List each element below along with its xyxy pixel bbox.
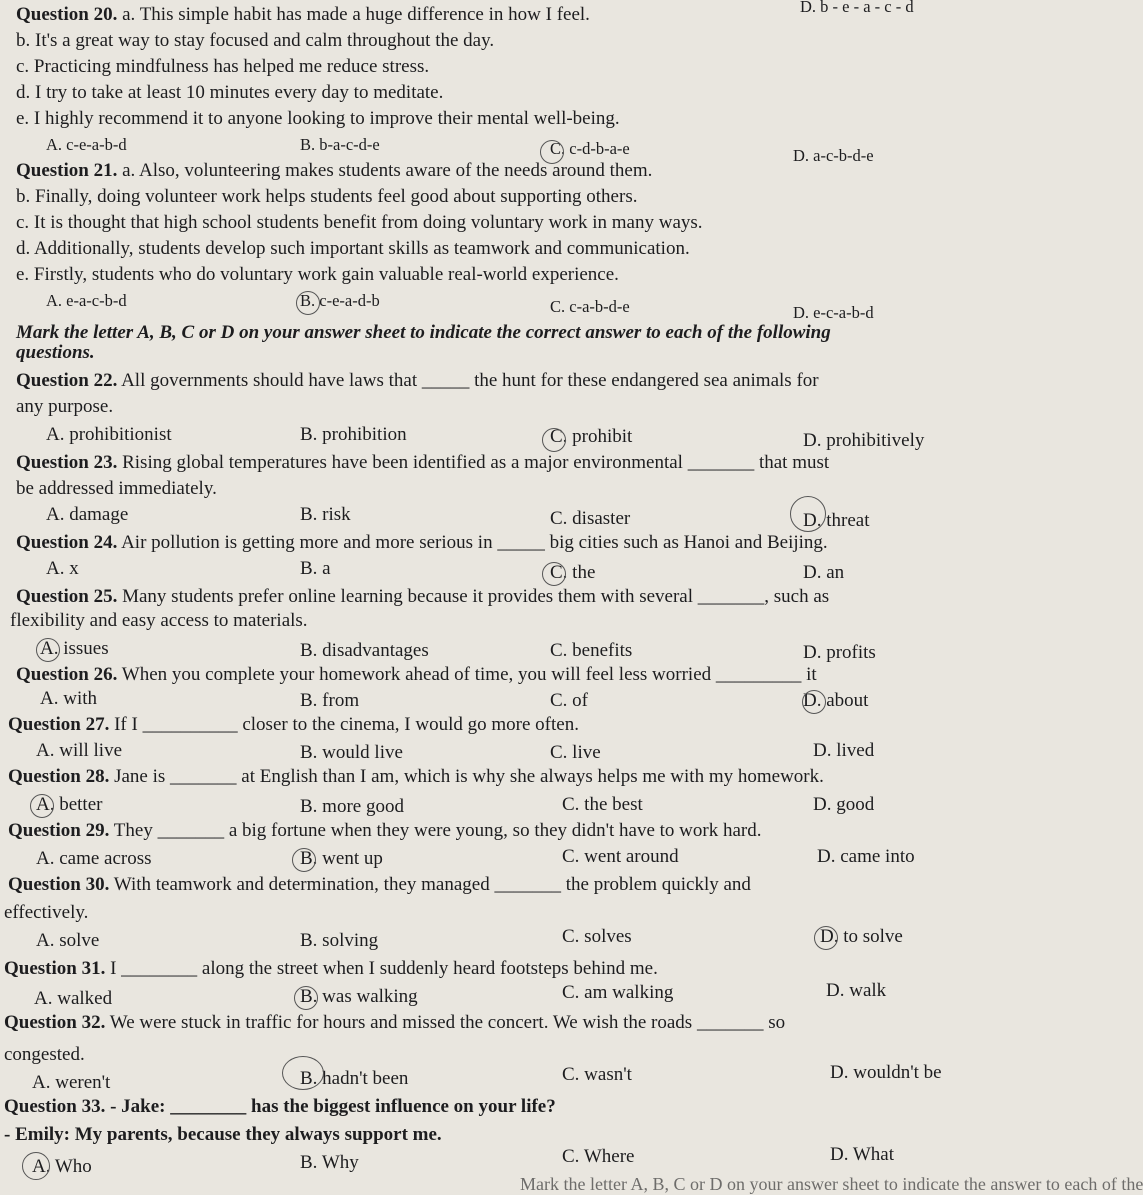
q27-option-c[interactable]: C. live xyxy=(550,742,601,763)
q23-option-c[interactable]: C. disaster xyxy=(550,508,631,529)
q24-option-a[interactable]: A. x xyxy=(46,558,79,579)
q20-sentence-c: c. Practicing mindfulness has helped me reduce stress. xyxy=(16,56,430,77)
q24-option-c[interactable]: C. the xyxy=(550,562,596,583)
q31-text: I ________ along the street when I suddenly heard footsteps behind me. xyxy=(110,958,658,979)
q21-sentence-d: d. Additionally, students develop such important skills as teamwork and communication. xyxy=(16,238,690,259)
q23-label: Question 23. xyxy=(16,452,118,473)
q31-option-c[interactable]: C. am walking xyxy=(562,982,674,1003)
q33-option-d[interactable]: D. What xyxy=(830,1144,895,1165)
q21-sentence-e: e. Firstly, students who do voluntary work gain valuable real-world experience. xyxy=(16,264,619,285)
q32-stem xyxy=(4,1012,785,1034)
q29-stem xyxy=(8,820,761,842)
q25-option-c[interactable]: C. benefits xyxy=(550,640,633,661)
q33-stem xyxy=(4,1096,556,1118)
q30-text-2: effectively. xyxy=(4,902,89,923)
q27-option-b[interactable]: B. would live xyxy=(300,742,403,763)
q23-option-b[interactable]: B. risk xyxy=(300,504,351,525)
instruction-line-2: questions. xyxy=(16,342,95,363)
q32-option-d[interactable]: D. wouldn't be xyxy=(830,1062,942,1083)
q26-option-b[interactable]: B. from xyxy=(300,690,360,711)
q23-option-d[interactable]: D. threat xyxy=(803,510,870,531)
q28-label: Question 28. xyxy=(8,766,110,787)
q32-text-2: congested. xyxy=(4,1044,85,1065)
q29-label: Question 29. xyxy=(8,820,110,841)
q22-text: All governments should have laws that _____ the hunt for these endangered sea animals for xyxy=(121,370,819,391)
q28-text: Jane is _______ at English than I am, which is why she always helps me with my homework. xyxy=(114,766,824,787)
q20-line-a xyxy=(16,4,590,26)
q22-text-2: any purpose. xyxy=(16,396,114,417)
q24-text: Air pollution is getting more and more serious in _____ big cities such as Hanoi and Beijing. xyxy=(121,532,828,553)
q25-option-a[interactable]: A. issues xyxy=(40,638,109,659)
q30-label: Question 30. xyxy=(8,874,110,895)
q27-option-a[interactable]: A. will live xyxy=(36,740,123,761)
q32-label: Question 32. xyxy=(4,1012,106,1033)
q26-option-a[interactable]: A. with xyxy=(40,688,97,709)
q24-option-d[interactable]: D. an xyxy=(803,562,845,583)
q33-option-c[interactable]: C. Where xyxy=(562,1146,635,1167)
q21-label: Question 21. xyxy=(16,160,118,181)
q29-option-a[interactable]: A. came across xyxy=(36,848,152,869)
q24-stem xyxy=(16,532,828,554)
q20-label: Question 20. xyxy=(16,4,118,25)
q29-text: They _______ a big fortune when they were young, so they didn't have to work hard. xyxy=(113,820,762,841)
q30-option-d[interactable]: D. to solve xyxy=(820,926,903,947)
q21-line-a xyxy=(16,160,652,182)
q22-label: Question 22. xyxy=(16,370,118,391)
q30-option-c[interactable]: C. solves xyxy=(562,926,632,947)
q27-option-d[interactable]: D. lived xyxy=(813,740,875,761)
q26-stem xyxy=(16,664,817,686)
q33-text: - Jake: ________ has the biggest influence on your life? xyxy=(110,1096,556,1117)
q21-option-d[interactable]: D. e-c-a-b-d xyxy=(793,303,874,322)
q20-option-c[interactable]: C. c-d-b-a-e xyxy=(550,139,630,158)
q27-label: Question 27. xyxy=(8,714,110,735)
q33-text-2: - Emily: My parents, because they always support me. xyxy=(4,1124,442,1145)
q25-label: Question 25. xyxy=(16,586,118,607)
q27-text: If I __________ closer to the cinema, I would go more often. xyxy=(114,714,579,735)
q21-sentence-c: c. It is thought that high school students benefit from doing voluntary work in many ways. xyxy=(16,212,703,233)
q31-label: Question 31. xyxy=(4,958,106,979)
q21-option-b[interactable]: B. c-e-a-d-b xyxy=(300,291,380,310)
q23-text-2: be addressed immediately. xyxy=(16,478,217,499)
q20-sentence-a: a. This simple habit has made a huge difference in how I feel. xyxy=(122,4,590,25)
q31-option-d[interactable]: D. walk xyxy=(826,980,887,1001)
q23-option-a[interactable]: A. damage xyxy=(46,504,129,525)
q21-option-a[interactable]: A. e-a-c-b-d xyxy=(46,291,127,310)
q28-option-b[interactable]: B. more good xyxy=(300,796,404,817)
q24-option-b[interactable]: B. a xyxy=(300,558,331,579)
q21-sentence-b: b. Finally, doing volunteer work helps students feel good about supporting others. xyxy=(16,186,638,207)
cut-off-instruction: Mark the letter A, B, C or D on your answer sheet to indicate the answer to each of the xyxy=(520,1174,1143,1194)
q22-option-d[interactable]: D. prohibitively xyxy=(803,430,925,451)
q20-sentence-e: e. I highly recommend it to anyone looking to improve their mental well-being. xyxy=(16,108,620,129)
q32-option-a[interactable]: A. weren't xyxy=(32,1072,111,1093)
q24-label: Question 24. xyxy=(16,532,118,553)
q25-text-2: flexibility and easy access to materials. xyxy=(10,610,308,631)
q26-text: When you complete your homework ahead of time, you will feel less worried _________ it xyxy=(121,664,817,685)
q29-option-c[interactable]: C. went around xyxy=(562,846,679,867)
q22-option-a[interactable]: A. prohibitionist xyxy=(46,424,172,445)
q23-stem xyxy=(16,452,829,474)
q28-stem xyxy=(8,766,824,788)
q21-sentence-a: a. Also, volunteering makes students aware of the needs around them. xyxy=(122,160,653,181)
q31-stem xyxy=(4,958,658,980)
q22-option-b[interactable]: B. prohibition xyxy=(300,424,407,445)
q33-option-a[interactable]: A. Who xyxy=(32,1156,92,1177)
q21-option-c[interactable]: C. c-a-b-d-e xyxy=(550,297,630,316)
q25-text: Many students prefer online learning because it provides them with several _______, such as xyxy=(122,586,830,607)
q20-option-d[interactable]: D. a-c-b-d-e xyxy=(793,146,874,165)
q30-text: With teamwork and determination, they managed _______ the problem quickly and xyxy=(113,874,751,895)
q20-option-b[interactable]: B. b-a-c-d-e xyxy=(300,135,380,154)
q20-sentence-b: b. It's a great way to stay focused and calm throughout the day. xyxy=(16,30,495,51)
q32-text: We were stuck in traffic for hours and missed the concert. We wish the roads _______ so xyxy=(109,1012,786,1033)
q22-option-c[interactable]: C. prohibit xyxy=(550,426,633,447)
q20-sentence-d: d. I try to take at least 10 minutes every day to meditate. xyxy=(16,82,444,103)
q27-stem xyxy=(8,714,579,736)
q26-option-c[interactable]: C. of xyxy=(550,690,588,711)
q33-option-b[interactable]: B. Why xyxy=(300,1152,359,1173)
q25-option-d[interactable]: D. profits xyxy=(803,642,876,663)
instruction-line-1: Mark the letter A, B, C or D on your answer sheet to indicate the correct answer to each of the following xyxy=(16,322,831,343)
q28-option-d[interactable]: D. good xyxy=(813,794,875,815)
q25-stem xyxy=(16,586,829,608)
q28-option-a[interactable]: A. better xyxy=(36,794,103,815)
q31-option-b[interactable]: B. was walking xyxy=(300,986,418,1007)
q30-option-b[interactable]: B. solving xyxy=(300,930,379,951)
q26-option-d[interactable]: D. about xyxy=(803,690,869,711)
q32-option-b[interactable]: B. hadn't been xyxy=(300,1068,409,1089)
q33-label: Question 33. xyxy=(4,1096,106,1117)
q26-label: Question 26. xyxy=(16,664,118,685)
q29-option-d[interactable]: D. came into xyxy=(817,846,915,867)
q25-option-b[interactable]: B. disadvantages xyxy=(300,640,429,661)
q23-text: Rising global temperatures have been identified as a major environmental _______ that must xyxy=(122,452,830,473)
q20-option-a[interactable]: A. c-e-a-b-d xyxy=(46,135,127,154)
q29-option-b[interactable]: B. went up xyxy=(300,848,383,869)
q28-option-c[interactable]: C. the best xyxy=(562,794,643,815)
q19-option-d: D. b - e - a - c - d xyxy=(800,0,914,16)
q22-stem xyxy=(16,370,819,392)
q31-option-a[interactable]: A. walked xyxy=(34,988,113,1009)
q30-option-a[interactable]: A. solve xyxy=(36,930,100,951)
q30-stem xyxy=(8,874,751,896)
q32-option-c[interactable]: C. wasn't xyxy=(562,1064,632,1085)
